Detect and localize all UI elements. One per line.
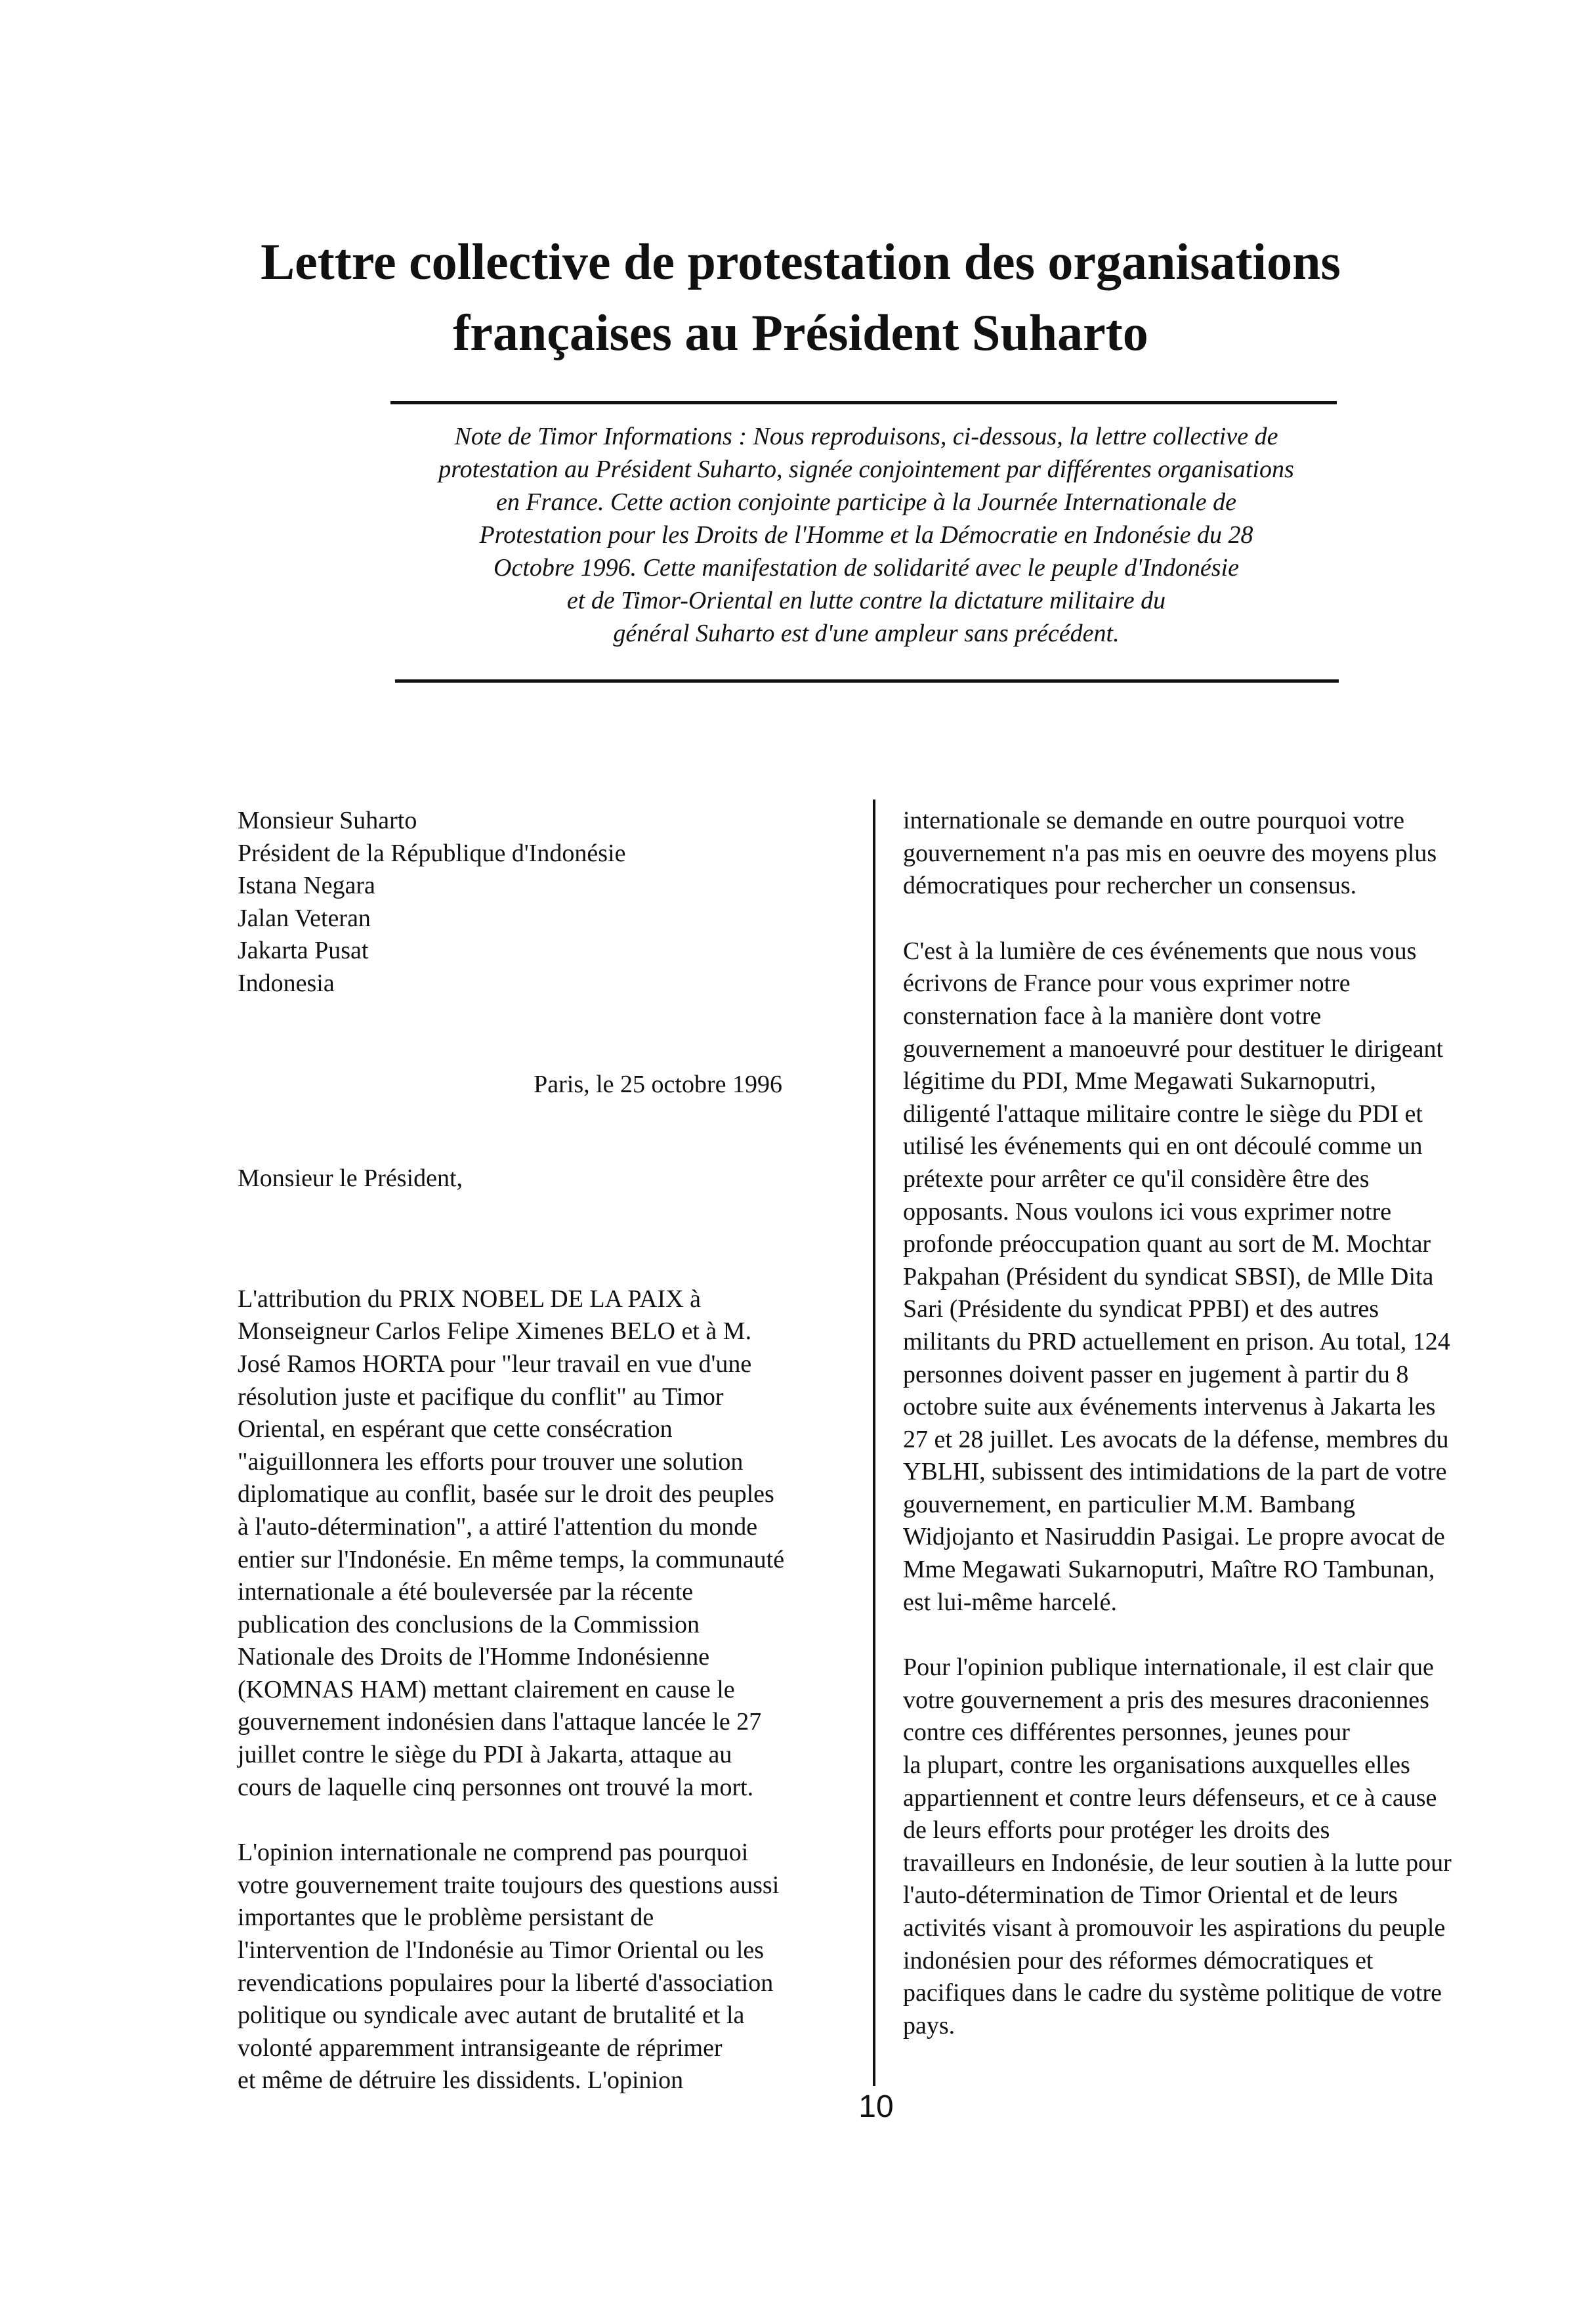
page-number: 10 bbox=[858, 2089, 894, 2124]
editor-note: Note de Timor Informations : Nous reproduisons, ci-dessous, la lettre collective de protestation au Président Suharto, signée conjointement par différentes organisations en France. Cette action conjointe participe à la Journée Internationale de Protestation pour les Droits de l'Homme et la Démocratie en Indonésie du 28 Octobre 1996. Cette manifestation de solidarité avec le peuple d'Indonésie et de Timor-Oriental en lutte contre la dictature militaire du général Suharto est d'une ampleur sans précédent. bbox=[438, 423, 1294, 647]
recipient-address: Monsieur Suharto Président de la République d'Indonésie Istana Negara Jalan Veteran Jakarta Pusat Indonesia bbox=[238, 807, 626, 997]
letter-paragraph: C'est à la lumière de ces événements que nous vous écrivons de France pour vous exprimer notre consternation face à la manière dont votre gouvernement a manoeuvré pour destituer le dirigeant légitime du PDI, Mme Megawati Sukarnoputri, diligenté l'attaque militaire contre le siège du PDI et utilisé les événements qui en ont découlé comme un prétexte pour arrêter ce qu'il considère être des opposants. Nous voulons ici vous exprimer notre profonde préoccupation quant au sort de M. Mochtar Pakpahan (Président du syndicat SBSI), de Mlle Dita Sari (Présidente du syndicat PPBI) et des autres militants du PRD actuellement en prison. Au total, 124 personnes doivent passer en jugement à partir du 8 octobre suite aux événements intervenus à Jakarta les 27 et 28 juillet. Les avocats de la défense, membres du YBLHI, subissent des intimidations de la part de votre gouvernement, en particulier M.M. Bambang Widjojanto et Nasiruddin Pasigai. Le propre avocat de Mme Megawati Sukarnoputri, Maître RO Tambunan, est lui-même harcelé. bbox=[903, 937, 1450, 1616]
letter-paragraph: L'opinion internationale ne comprend pas pourquoi votre gouvernement traite toujours des questions aussi importantes que le problème persistant de l'intervention de l'Indonésie au Timor Oriental ou les revendications populaires pour la liberté d'association politique ou syndicale avec autant de brutalité et la volonté apparemment intransigeante de réprimer et même de détruire les dissidents. L'opinion bbox=[238, 1839, 780, 2095]
column-divider bbox=[873, 800, 875, 2086]
letter-paragraph: Pour l'opinion publique internationale, il est clair que votre gouvernement a pris des mesures draconiennes contre ces différentes personnes, jeunes pour la plupart, contre les organisations auxquelles elles appartiennent et contre leurs défenseurs, et ce à cause de leurs efforts pour protéger les droits des travailleurs en Indonésie, de leur soutien à la lutte pour l'auto-détermination de Timor Oriental et de leurs activités visant à promouvoir les aspirations du peuple indonésien pour des réformes démocratiques et pacifiques dans le cadre du système politique de votre pays. bbox=[903, 1653, 1452, 2039]
letter-paragraph: L'attribution du PRIX NOBEL DE LA PAIX à Monseigneur Carlos Felipe Ximenes BELO et à M. José Ramos HORTA pour "leur travail en vue d'une résolution juste et pacifique du conflit" au Timor Oriental, en espérant que cette consécration "aiguillonnera les efforts pour trouver une solution diplomatique au conflit, basée sur le droit des peuples à l'auto-détermination", a attiré l'attention du monde entier sur l'Indonésie. En même temps, la communauté internationale a été bouleversée par la récente publication des conclusions de la Commission Nationale des Droits de l'Homme Indonésienne (KOMNAS HAM) mettant clairement en cause le gouvernement indonésien dans l'attaque lancée le 27 juillet contre le siège du PDI à Jakarta, attaque au cours de laquelle cinq personnes ont trouvé la mort. bbox=[238, 1285, 785, 1801]
top-divider bbox=[390, 401, 1337, 404]
letter-left-column bbox=[238, 805, 828, 2097]
letter-right-column bbox=[903, 805, 1494, 2042]
letter-date: Paris, le 25 octobre 1996 bbox=[534, 1070, 782, 1098]
article-title: Lettre collective de protestation des organisations françaises au Président Suharto bbox=[261, 233, 1341, 361]
letter-paragraph: internationale se demande en outre pourquoi votre gouvernement n'a pas mis en oeuvre des moyens plus démocratiques pour rechercher un consensus. bbox=[903, 807, 1437, 900]
bottom-divider bbox=[395, 679, 1339, 683]
letter-salutation: Monsieur le Président, bbox=[238, 1164, 463, 1193]
